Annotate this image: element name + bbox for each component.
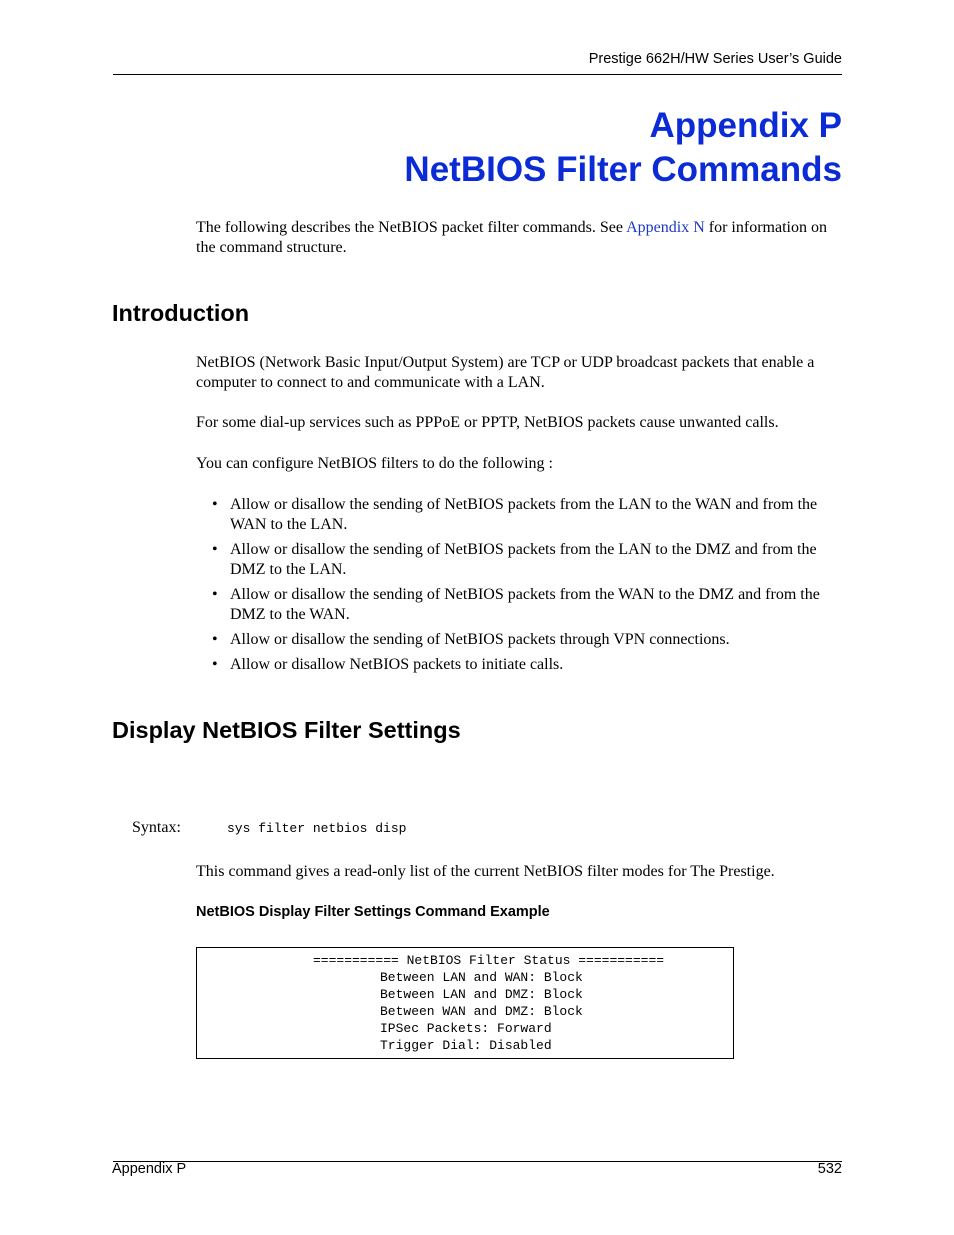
footer-rule <box>113 1161 842 1162</box>
page-title <box>404 104 842 192</box>
list-item: • Allow or disallow NetBIOS packets to initiate calls. <box>212 656 564 673</box>
intro-paragraph <box>196 218 846 258</box>
list-item: • Allow or disallow the sending of NetBIOS packets from the LAN to the WAN and from the WAN to the LAN. <box>212 496 818 533</box>
intro-text-after: for information on the command structure. <box>196 219 827 256</box>
netbios-definition: NetBIOS (Network Basic Input/Output System) are TCP or UDP broadcast packets that enable a computer to connect to and communicate with a LAN. <box>196 354 815 391</box>
introduction-heading: Introduction <box>112 300 250 326</box>
filter-options-list <box>212 495 842 680</box>
footer-section: Appendix P <box>112 1161 187 1177</box>
code-line: Between LAN and WAN: Block <box>380 970 583 985</box>
display-settings-heading: Display NetBIOS Filter Settings <box>112 717 461 743</box>
page-number: 532 <box>817 1161 842 1177</box>
dialup-note: For some dial-up services such as PPPoE or PPTP, NetBIOS packets cause unwanted calls. <box>196 414 779 431</box>
syntax-command: sys filter netbios disp <box>227 821 407 836</box>
list-item: • Allow or disallow the sending of NetBIOS packets from the LAN to the DMZ and from the DMZ to the LAN. <box>212 541 817 578</box>
example-caption: NetBIOS Display Filter Settings Command Example <box>196 904 550 920</box>
list-item: • Allow or disallow the sending of NetBIOS packets from the WAN to the DMZ and from the DMZ to the WAN. <box>212 586 820 623</box>
running-header: Prestige 662H/HW Series User’s Guide <box>588 51 842 67</box>
title-appendix: Appendix P <box>649 106 842 145</box>
example-output-box <box>196 947 734 1059</box>
appendix-n-link[interactable]: Appendix N <box>626 219 705 236</box>
title-subject: NetBIOS Filter Commands <box>404 150 842 189</box>
header-rule <box>113 74 842 75</box>
code-line: =========== NetBIOS Filter Status =========== <box>313 953 665 968</box>
configure-intro: You can configure NetBIOS filters to do the following : <box>196 455 553 472</box>
command-description: This command gives a read-only list of the current NetBIOS filter modes for The Prestige. <box>196 863 775 880</box>
syntax-label: Syntax: <box>132 819 181 836</box>
code-line: IPSec Packets: Forward <box>380 1021 552 1036</box>
list-item: • Allow or disallow the sending of NetBIOS packets through VPN connections. <box>212 631 730 648</box>
intro-text-before: The following describes the NetBIOS packet filter commands. See <box>196 219 627 236</box>
code-line: Trigger Dial: Disabled <box>380 1038 552 1053</box>
code-line: Between WAN and DMZ: Block <box>380 1004 583 1019</box>
code-line: Between LAN and DMZ: Block <box>380 987 583 1002</box>
